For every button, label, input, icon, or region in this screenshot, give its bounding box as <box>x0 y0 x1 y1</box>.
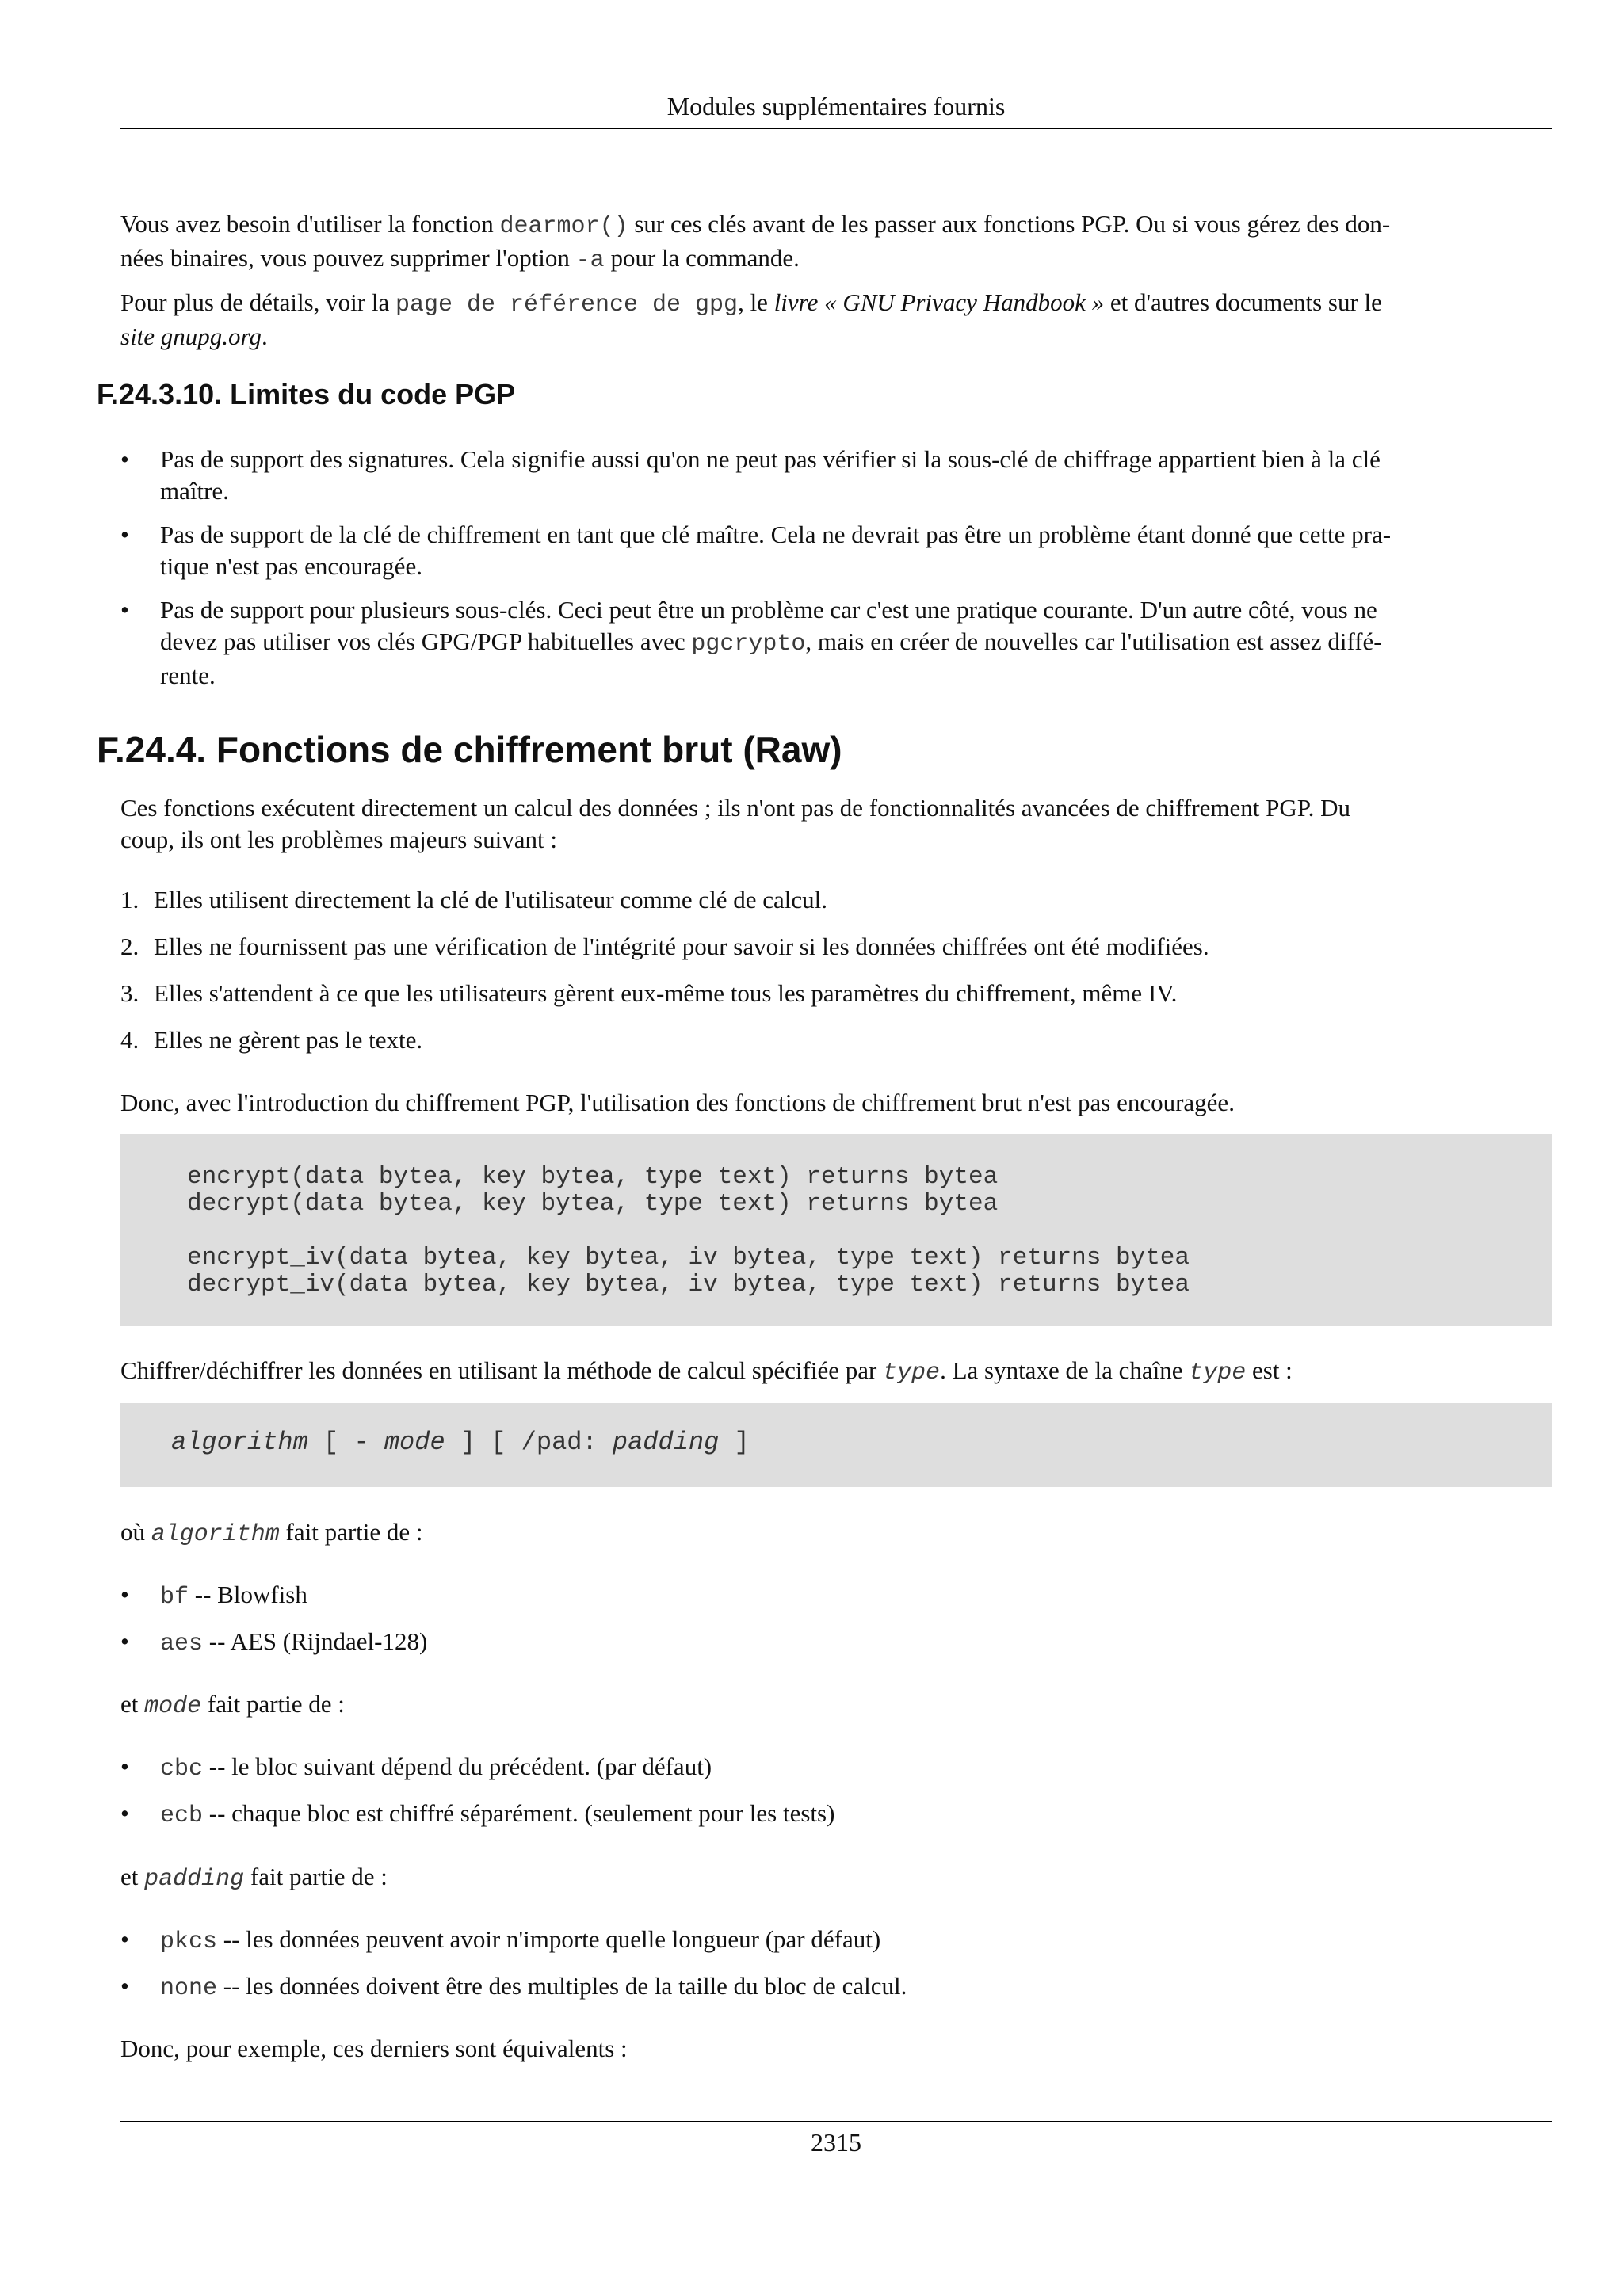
option-flag: -a <box>575 247 605 274</box>
intro-paragraph-1: Vous avez besoin d'utiliser la fonction dearmor() sur ces clés avant de les passer aux fonctions PGP. Ou si vous gérez des don- nées binaires, vous pouvez supprimer l'option -a pour la commande. <box>120 210 1391 274</box>
closing-paragraph: Donc, pour exemple, ces derniers sont équivalents : <box>120 2035 628 2062</box>
mode-intro: et mode fait partie de : <box>120 1690 345 1720</box>
syntax-box: algorithm [ - mode ] [ /pad: padding ] <box>120 1403 1552 1487</box>
page-number: 2315 <box>811 2128 861 2157</box>
algorithm-intro: où algorithm fait partie de : <box>120 1518 423 1548</box>
gpg-reference-link[interactable]: page de référence de gpg <box>395 292 739 318</box>
gnupg-site-link[interactable]: site gnupg.org <box>120 322 262 350</box>
header-rule <box>120 128 1552 129</box>
module-name: pgcrypto <box>691 631 806 658</box>
bullet: • <box>120 596 129 624</box>
bullet: • <box>120 1627 129 1655</box>
document-page: Modules supplémentaires fournis Vous avez besoin d'utiliser la fonction dearmor() sur ces clés avant de les passer aux fonctions PGP. Ou si vous gérez des don- nées binaires, vous pouvez supprimer l'option -a pour la commande. Pour plus de détails, voir la page de référence de gpg, le livre « GNU Privacy Handbook » et d'autres documents sur le site gnupg.org. F.24.3.10. Limites du code PGP • Pas de support des signatures. Cela signifie aussi qu'on ne peut pas vérifier si la sous-clé de chiffrage appartient bien à la clé maître. • Pas de support de la clé de chiffrement en tant que clé maître. Cela ne devrait pas être un problème étant donné que cette pra- tique n'est pas encouragée. • Pas de support pour plusieurs sous-clés. Ceci peut être un problème car c'est une pratique courante. D'un autre côté, vous ne devez pas utiliser vos clés GPG/PGP habituelles avec pgcrypto, mais en créer de nouvelles car l'utilisation est assez diffé- rente. F.24.4. Fonctions de chiffrement brut (Raw) Ces fonctions exécutent directement un calcul des données ; ils n'ont pas de fonctionnalités avancées de chiffrement PGP. Du coup, ils ont les problèmes majeurs suivant : 1. Elles utilisent directement la clé de l'utilisateur comme clé de calcul. 2. Elles ne fournissent pas une vérification de l'intégrité pour savoir si les données chiffrées ont été modifiées. 3. Elles s'attendent à ce que les utilisateurs gèrent eux-même tous les paramètres du chiffrement, même IV. 4. Elles ne gèrent pas le texte. Donc, avec l'introduction du chiffrement PGP, l'utilisation des fonctions de chiffrement brut n'est pas encouragée. encrypt(data bytea, key bytea, type text) returns bytea decrypt(data bytea, key bytea, type text) returns bytea encrypt_iv(data bytea, key bytea, iv bytea, type text) returns bytea decrypt_iv(data bytea, key bytea, iv bytea, type text) returns bytea Chiffrer/déchiffrer les données en utilisant la méthode de calcul spécifiée par type. La syntaxe de la chaîne type est : algorithm [ - mode ] [ /pad: padding ] où algorithm fait partie de : • bf -- Blowfish • aes -- AES (Rijndael-128) et mode fait partie de : • cbc -- le bloc suivant dépend du précédent. (par défaut) • ecb -- chaque bloc est chiffré séparément. (seulement pour les tests) et padding fait partie de : • pkcs -- les données peuvent avoir n'importe quelle longueur (par défaut) • none -- les données doivent être des multiples de la taille du bloc de calcul. Donc, pour exemple, ces derniers sont équivalents : 2315 <box>0 0 1623 2296</box>
section-heading-raw-encryption: F.24.4. Fonctions de chiffrement brut (Raw) <box>97 729 842 770</box>
code-line: decrypt_iv(data bytea, key bytea, iv bytea, type text) returns bytea <box>187 1271 1190 1299</box>
code-line: encrypt_iv(data bytea, key bytea, iv bytea, type text) returns bytea <box>187 1244 1190 1272</box>
code-listing <box>120 1134 1552 1326</box>
code-line: encrypt(data bytea, key bytea, type text) returns bytea <box>187 1163 999 1191</box>
bullet: • <box>120 1799 129 1827</box>
section-heading-limits: F.24.3.10. Limites du code PGP <box>97 378 516 410</box>
bullet: • <box>120 1581 129 1608</box>
running-header: Modules supplémentaires fournis <box>666 92 1006 120</box>
bullet: • <box>120 1972 129 2000</box>
code-line: decrypt(data bytea, key bytea, type text) returns bytea <box>187 1190 999 1218</box>
bullet: • <box>120 521 129 548</box>
raw-intro-paragraph: Ces fonctions exécutent directement un calcul des données ; ils n'ont pas de fonctionnalités avancées de chiffrement PGP. Du coup, ils ont les problèmes majeurs suivant : <box>120 794 1350 853</box>
bullet: • <box>120 445 129 473</box>
padding-intro: et padding fait partie de : <box>120 1863 388 1893</box>
handbook-link[interactable]: livre « GNU Privacy Handbook » <box>773 288 1105 316</box>
bullet: • <box>120 1753 129 1780</box>
footer-rule <box>120 2121 1552 2122</box>
conclusion-paragraph: Donc, avec l'introduction du chiffrement PGP, l'utilisation des fonctions de chiffrement brut n'est pas encouragée. <box>120 1089 1235 1116</box>
syntax-description: Chiffrer/déchiffrer les données en utilisant la méthode de calcul spécifiée par type. La syntaxe de la chaîne type est : <box>120 1356 1293 1386</box>
function-name: dearmor() <box>499 213 628 240</box>
intro-paragraph-2: Pour plus de détails, voir la page de référence de gpg, le livre « GNU Privacy Handbook » et d'autres documents sur le site gnupg.org. <box>120 288 1382 350</box>
bullet: • <box>120 1925 129 1953</box>
